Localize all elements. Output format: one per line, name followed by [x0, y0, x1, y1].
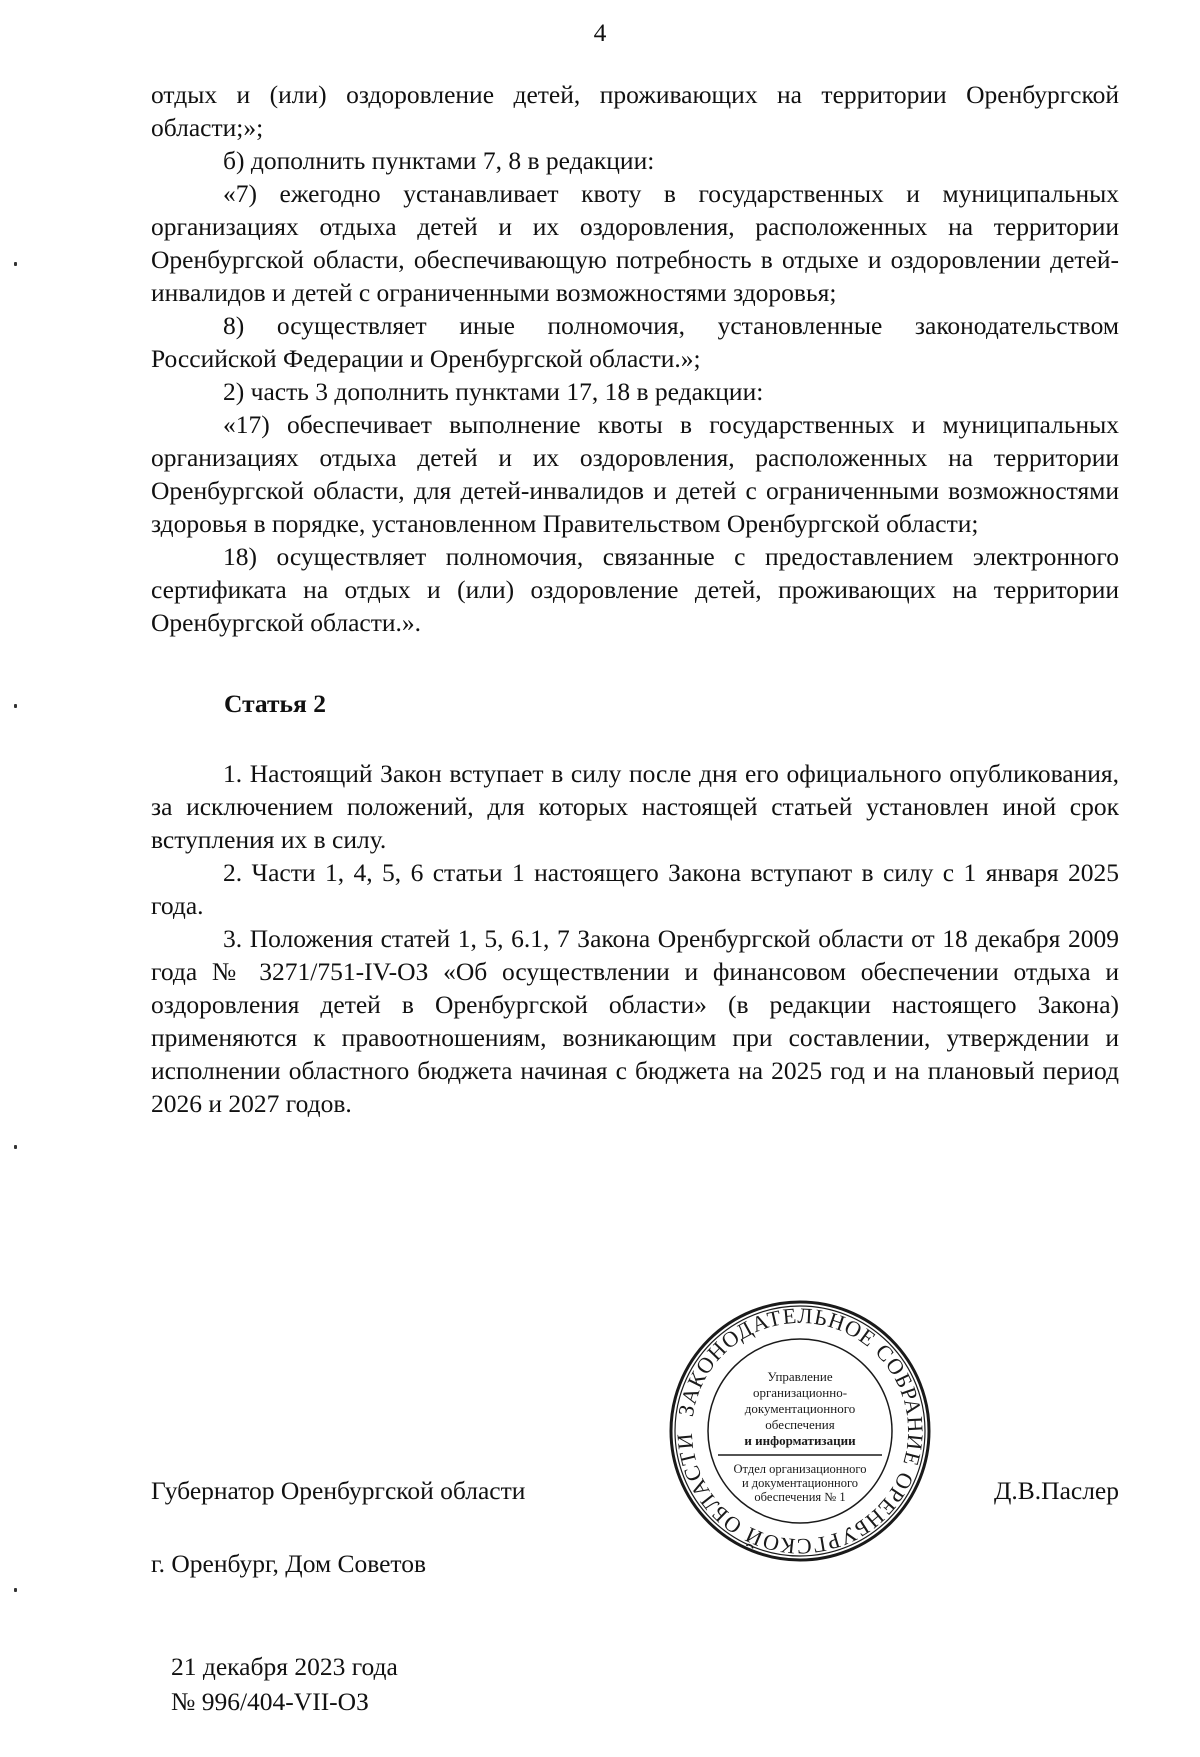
paragraph: «17) обеспечивает выполнение квоты в государственных и муниципальных организациях отдыха детей и их оздоровления, расположенных на территории Оренбургской области, для детей-инвалидов и детей с ограниченными возможностями здоровья в порядке, установленном Правительством Оренбургской области; — [151, 410, 1119, 538]
seal-line: Управление — [767, 1369, 833, 1384]
seal-line: документационного — [744, 1401, 856, 1416]
document-body — [151, 78, 1119, 1120]
paragraph: «7) ежегодно устанавливает квоту в государственных и муниципальных организациях отдыха детей и их оздоровления, расположенных на территории Оренбургской области, обеспечивающую потребность в отдыхе и оздоровлении детей-инвалидов и детей с ограниченными возможностями здоровья; — [151, 179, 1119, 307]
paragraph: 3. Положения статей 1, 5, 6.1, 7 Закона Оренбургской области от 18 декабря 2009 года № 3271/751-IV-ОЗ «Об осуществлении и финансовом обеспечении отдыха и оздоровления детей в Оренбургской области» (в редакции настоящего Закона) применяются к правоотношениям, возникающим при составлении, утверждении и исполнении областного бюджета начиная с бюджета на 2025 год и на плановый период 2026 и 2027 годов. — [151, 924, 1119, 1118]
scan-speck — [14, 1588, 17, 1592]
scan-speck — [14, 704, 17, 708]
page-number: 4 — [593, 18, 607, 47]
seal-line: обеспечения № 1 — [754, 1490, 846, 1504]
paragraph: 18) осуществляет полномочия, связанные с предоставлением электронного сертификата на отдых и (или) оздоровление детей, проживающих на территории Оренбургской области.». — [151, 542, 1119, 637]
seal-line: обеспечения — [765, 1417, 835, 1432]
seal-line: и документационного — [741, 1476, 859, 1490]
paragraph: 2. Части 1, 4, 5, 6 статьи 1 настоящего Закона вступают в силу с 1 января 2025 года. — [151, 858, 1119, 920]
signing-place: г. Оренбург, Дом Советов — [151, 1549, 427, 1578]
seal-line: организационно- — [752, 1385, 848, 1400]
seal-line: Отдел организационного — [733, 1462, 867, 1476]
paragraph: б) дополнить пунктами 7, 8 в редакции: — [223, 146, 655, 175]
scan-speck — [14, 1145, 17, 1149]
official-seal — [668, 1299, 932, 1563]
signatory-name: Д.В.Паслер — [994, 1476, 1119, 1505]
scan-speck — [14, 262, 17, 266]
signature-block — [151, 1474, 1119, 1510]
seal-ring-text: ЗАКОНОДАТЕЛЬНОЕ СОБРАНИЕ ОРЕНБУРГСКОЙ ОБЛАСТИ — [671, 1302, 929, 1560]
signatory-position: Губернатор Оренбургской области — [151, 1476, 526, 1505]
paragraph: 2) часть 3 дополнить пунктами 17, 18 в редакции: — [223, 377, 764, 406]
seal-line: и информатизации — [744, 1433, 856, 1448]
paragraph: 8) осуществляет иные полномочия, установленные законодательством Российской Федерации и Оренбургской области.»; — [151, 311, 1119, 373]
law-number: № 996/404-VII-ОЗ — [171, 1687, 369, 1716]
paragraph: отдых и (или) оздоровление детей, проживающих на территории Оренбургской области;»; — [151, 80, 1119, 142]
article-heading: Статья 2 — [224, 689, 326, 718]
paragraph: 1. Настоящий Закон вступает в силу после дня его официального опубликования, за исключением положений, для которых настоящей статьей установлен иной срок вступления их в силу. — [151, 759, 1119, 854]
signing-date: 21 декабря 2023 года — [171, 1652, 398, 1681]
